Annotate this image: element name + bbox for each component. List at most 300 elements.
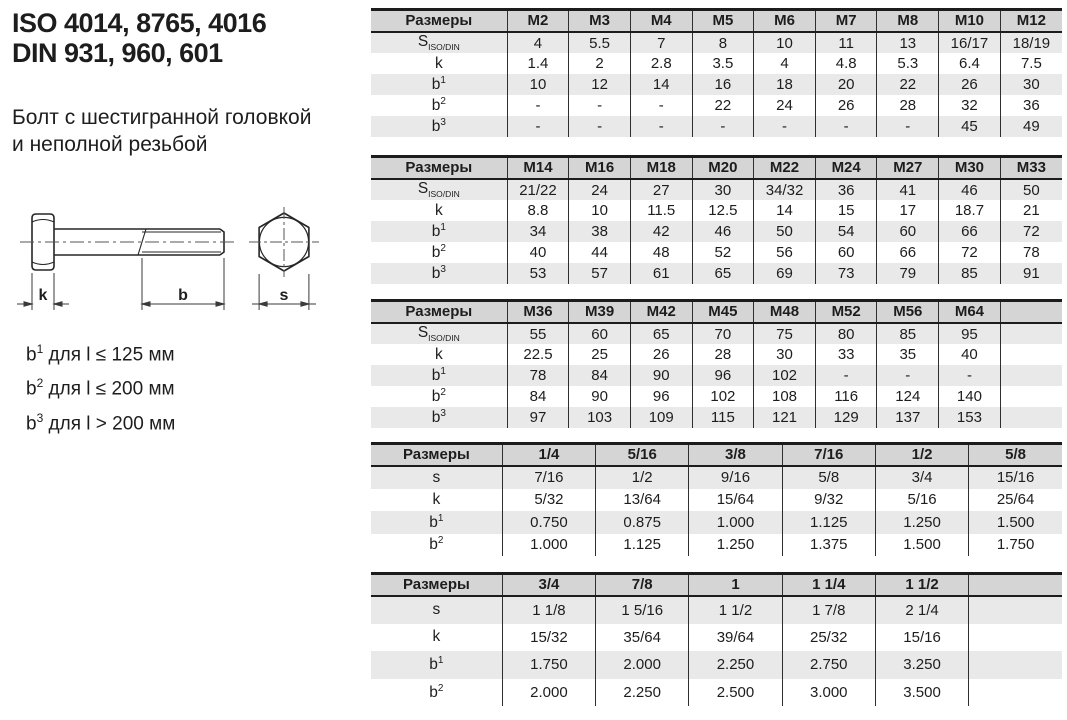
table-row	[371, 624, 1062, 652]
cell: 50	[754, 221, 816, 242]
column-header: Размеры	[371, 301, 507, 324]
cell: 102	[692, 386, 754, 407]
cell: 26	[630, 344, 692, 365]
cell: 13/64	[596, 489, 689, 512]
column-header: M2	[507, 10, 569, 33]
tables-column	[371, 0, 1067, 720]
table-row	[371, 651, 1062, 679]
cell: 33	[815, 344, 877, 365]
cell: 1.250	[875, 511, 968, 534]
cell: 11	[815, 32, 877, 53]
cell	[969, 624, 1062, 652]
title-iso: ISO 4014, 8765, 4016	[12, 8, 267, 38]
table-row	[371, 179, 1062, 200]
cell: 60	[815, 242, 877, 263]
cell: 28	[877, 95, 939, 116]
cell: 103	[569, 407, 631, 428]
cell: 65	[630, 323, 692, 344]
cell: 25/64	[969, 489, 1062, 512]
cell: 129	[815, 407, 877, 428]
column-header: 7/8	[596, 574, 689, 597]
cell: -	[877, 116, 939, 137]
cell: 66	[877, 242, 939, 263]
cell: 3.500	[875, 679, 968, 707]
arrowhead	[54, 302, 62, 306]
cell: 50	[1000, 179, 1062, 200]
cell: 36	[1000, 95, 1062, 116]
cell: -	[569, 116, 631, 137]
cell: 22	[692, 95, 754, 116]
cell: 45	[939, 116, 1001, 137]
row-label: $S_{ISO/DIN}$	[371, 179, 507, 200]
cell: 1.000	[689, 511, 782, 534]
cell: 7/16	[502, 466, 595, 489]
column-header: Размеры	[371, 10, 507, 33]
cell: 54	[815, 221, 877, 242]
table-row	[371, 407, 1062, 428]
cell: 1.125	[596, 534, 689, 557]
row-label: k	[432, 628, 441, 646]
table-row	[371, 32, 1062, 53]
cell: 56	[754, 242, 816, 263]
table-slot-metric-2	[371, 155, 1067, 284]
cell: 84	[507, 386, 569, 407]
column-header: M12	[1000, 10, 1062, 33]
cell: 17	[877, 200, 939, 221]
cell: 1.000	[502, 534, 595, 557]
row-label: k	[434, 54, 443, 72]
cell: 137	[877, 407, 939, 428]
cell: 1.4	[507, 53, 569, 74]
cell: 10	[754, 32, 816, 53]
cell: 30	[754, 344, 816, 365]
row-label: $b^3$	[371, 263, 507, 284]
cell: 85	[939, 263, 1001, 284]
column-header: M16	[569, 157, 631, 180]
cell: 34	[507, 221, 569, 242]
cell: 15/16	[875, 624, 968, 652]
cell: 116	[815, 386, 877, 407]
cell: 1.750	[502, 651, 595, 679]
table-row	[371, 74, 1062, 95]
cell: 4	[754, 53, 816, 74]
cell: 1.125	[782, 511, 875, 534]
cell: 41	[877, 179, 939, 200]
cell: 90	[569, 386, 631, 407]
title-din: DIN 931, 960, 601	[12, 38, 223, 68]
column-header: M22	[754, 157, 816, 180]
cell: 10	[507, 74, 569, 95]
row-label: $b^2$	[431, 386, 446, 406]
cell: 95	[939, 323, 1001, 344]
cell: 153	[939, 407, 1001, 428]
cell: 12.5	[692, 200, 754, 221]
cell: 72	[1000, 221, 1062, 242]
cell: 66	[939, 221, 1001, 242]
column-header: M18	[630, 157, 692, 180]
cell: 26	[815, 95, 877, 116]
cell: 1 1/2	[689, 596, 782, 624]
dim-label-k: k	[38, 287, 48, 304]
note-b1: $b^1$ для l ≤ 125 мм	[26, 342, 175, 366]
column-header: 1/4	[502, 444, 595, 467]
cell: 5/8	[782, 466, 875, 489]
cell: 9/32	[782, 489, 875, 512]
cell: 15/16	[969, 466, 1062, 489]
cell: 2.8	[630, 53, 692, 74]
table-row	[371, 53, 1062, 74]
cell: -	[507, 116, 569, 137]
cell: 32	[939, 95, 1001, 116]
column-header: M48	[754, 301, 816, 324]
cell: -	[939, 365, 1001, 386]
cell: 49	[1000, 116, 1062, 137]
column-header: 3/8	[689, 444, 782, 467]
cell: 15/64	[689, 489, 782, 512]
cell: 10	[569, 200, 631, 221]
cell	[1000, 365, 1062, 386]
cell: 35	[877, 344, 939, 365]
row-label: s	[371, 596, 502, 624]
column-header: 1	[689, 574, 782, 597]
cell: 7.5	[1000, 53, 1062, 74]
cell: 21/22	[507, 179, 569, 200]
column-header: M10	[939, 10, 1001, 33]
cell: 3.5	[692, 53, 754, 74]
column-header: M64	[939, 301, 1001, 324]
row-label: $b^2$	[431, 95, 446, 115]
cell: 52	[692, 242, 754, 263]
cell: 140	[939, 386, 1001, 407]
cell: 79	[877, 263, 939, 284]
cell: 12	[569, 74, 631, 95]
cell: -	[877, 365, 939, 386]
column-header: 1/2	[875, 444, 968, 467]
cell: 6.4	[939, 53, 1001, 74]
table-row	[371, 116, 1062, 137]
cell: 25/32	[782, 624, 875, 652]
cell: 78	[507, 365, 569, 386]
table-slot-metric-3	[371, 299, 1067, 428]
cell: 5/16	[875, 489, 968, 512]
cell: 36	[815, 179, 877, 200]
table-row	[371, 534, 1062, 557]
column-header: M45	[692, 301, 754, 324]
cell: 13	[877, 32, 939, 53]
column-header: M30	[939, 157, 1001, 180]
subtitle	[12, 104, 371, 158]
table-row	[371, 365, 1062, 386]
cell: 16/17	[939, 32, 1001, 53]
table-row	[371, 221, 1062, 242]
cell: -	[754, 116, 816, 137]
cell: 97	[507, 407, 569, 428]
cell: 46	[692, 221, 754, 242]
cell: 84	[569, 365, 631, 386]
cell: 115	[692, 407, 754, 428]
arrowhead	[24, 302, 32, 306]
cell: 1 1/8	[502, 596, 595, 624]
metric-table-m14-m33	[371, 155, 1062, 284]
cell: 85	[877, 323, 939, 344]
cell	[969, 679, 1062, 707]
metric-table-m2-m12	[371, 8, 1062, 137]
header-row	[371, 444, 1062, 467]
cell: 35/64	[596, 624, 689, 652]
cell: 15	[815, 200, 877, 221]
cell: 14	[754, 200, 816, 221]
cell: 20	[815, 74, 877, 95]
cell: 1/2	[596, 466, 689, 489]
table-row	[371, 596, 1062, 624]
column-header	[969, 574, 1062, 597]
column-header: 5/16	[596, 444, 689, 467]
row-label: k	[432, 490, 441, 508]
cell: 1.500	[969, 511, 1062, 534]
cell: 2.500	[689, 679, 782, 707]
cell: 72	[939, 242, 1001, 263]
dim-label-s: s	[279, 287, 289, 304]
cell	[969, 651, 1062, 679]
cell: 1.500	[875, 534, 968, 557]
left-column	[0, 0, 371, 720]
cell: 109	[630, 407, 692, 428]
cell: 60	[569, 323, 631, 344]
cell: 16	[692, 74, 754, 95]
cell: 34/32	[754, 179, 816, 200]
bolt-head-chamfer-top	[32, 220, 54, 223]
column-header: 1 1/4	[782, 574, 875, 597]
cell: 25	[569, 344, 631, 365]
table-row	[371, 200, 1062, 221]
row-label: $S_{ISO/DIN}$	[371, 32, 507, 53]
cell: 42	[630, 221, 692, 242]
row-label: $b^3$	[371, 116, 507, 137]
cell: 46	[939, 179, 1001, 200]
cell: 15/32	[502, 624, 595, 652]
cell: 78	[1000, 242, 1062, 263]
cell: 121	[754, 407, 816, 428]
thread-length-notes	[26, 335, 371, 438]
cell: 7	[630, 32, 692, 53]
cell: 65	[692, 263, 754, 284]
subtitle-line-1: Болт с шестигранной головкой	[12, 106, 312, 129]
header-row	[371, 301, 1062, 324]
row-label: $b^1$	[371, 221, 507, 242]
row-label: k	[434, 201, 443, 219]
cell	[1000, 407, 1062, 428]
cell: 69	[754, 263, 816, 284]
column-header: M4	[630, 10, 692, 33]
column-header: M7	[815, 10, 877, 33]
cell: 39/64	[689, 624, 782, 652]
imperial-table-threequarters-to-oneandhalf	[371, 572, 1062, 706]
header-row	[371, 574, 1062, 597]
column-header: M36	[507, 301, 569, 324]
column-header: 5/8	[969, 444, 1062, 467]
cell: 1.250	[689, 534, 782, 557]
cell: 0.875	[596, 511, 689, 534]
cell: 30	[692, 179, 754, 200]
cell: 18	[754, 74, 816, 95]
row-label: $b^2$	[429, 535, 444, 554]
table-slot-metric-1	[371, 8, 1067, 137]
cell: -	[692, 116, 754, 137]
arrowhead	[259, 302, 267, 306]
cell: 40	[507, 242, 569, 263]
cell: 21	[1000, 200, 1062, 221]
row-label: $S_{ISO/DIN}$	[371, 323, 507, 344]
cell: 2.000	[502, 679, 595, 707]
cell: 2.000	[596, 651, 689, 679]
cell: 96	[630, 386, 692, 407]
table-row	[371, 95, 1062, 116]
imperial-table-quarter-to-fiveeighths	[371, 442, 1062, 556]
cell: -	[507, 95, 569, 116]
cell: 73	[815, 263, 877, 284]
cell: -	[569, 95, 631, 116]
row-label: $b^1$	[371, 651, 502, 679]
cell: 5.5	[569, 32, 631, 53]
cell: 40	[939, 344, 1001, 365]
cell: 24	[754, 95, 816, 116]
cell: 1.375	[782, 534, 875, 557]
column-header: M24	[815, 157, 877, 180]
cell: 2.250	[689, 651, 782, 679]
table-row	[371, 263, 1062, 284]
cell: 18/19	[1000, 32, 1062, 53]
row-label: $b^1$	[371, 365, 507, 386]
header-row	[371, 157, 1062, 180]
arrowhead	[216, 302, 224, 306]
table-row	[371, 489, 1062, 512]
cell: 3.250	[875, 651, 968, 679]
cell: 4	[507, 32, 569, 53]
column-header: M3	[569, 10, 631, 33]
subtitle-line-2: и неполной резьбой	[12, 133, 208, 156]
column-header: M8	[877, 10, 939, 33]
cell	[1000, 386, 1062, 407]
cell: 24	[569, 179, 631, 200]
cell: 2	[569, 53, 631, 74]
column-header: M20	[692, 157, 754, 180]
table-row	[371, 386, 1062, 407]
table-row	[371, 242, 1062, 263]
cell: 70	[692, 323, 754, 344]
row-label: $b^2$	[429, 682, 444, 701]
cell: 14	[630, 74, 692, 95]
cell	[1000, 344, 1062, 365]
column-header: Размеры	[371, 444, 502, 467]
column-header: 1 1/2	[875, 574, 968, 597]
table-row	[371, 323, 1062, 344]
bolt-drawing-container	[12, 200, 371, 327]
column-header: 3/4	[502, 574, 595, 597]
cell: 61	[630, 263, 692, 284]
cell: 9/16	[689, 466, 782, 489]
table-row	[371, 466, 1062, 489]
cell: 108	[754, 386, 816, 407]
column-header: M27	[877, 157, 939, 180]
row-label: $b^1$	[371, 74, 507, 95]
bolt-head-chamfer-bottom	[32, 262, 54, 265]
row-label: $b^3$	[371, 407, 507, 428]
cell: 102	[754, 365, 816, 386]
cell: 22	[877, 74, 939, 95]
column-header: M42	[630, 301, 692, 324]
cell: 91	[1000, 263, 1062, 284]
cell: 26	[939, 74, 1001, 95]
cell: 124	[877, 386, 939, 407]
header-row	[371, 10, 1062, 33]
cell: 2.250	[596, 679, 689, 707]
column-header: M5	[692, 10, 754, 33]
column-header: M56	[877, 301, 939, 324]
note-b3: $b^3$ для l > 200 мм	[26, 410, 176, 434]
note-b2: $b^2$ для l ≤ 200 мм	[26, 376, 175, 400]
cell: 11.5	[630, 200, 692, 221]
column-header: M52	[815, 301, 877, 324]
cell: 80	[815, 323, 877, 344]
table-slot-imperial-2	[371, 572, 1067, 706]
cell: 4.8	[815, 53, 877, 74]
cell: 1 5/16	[596, 596, 689, 624]
cell: 3/4	[875, 466, 968, 489]
column-header: 7/16	[782, 444, 875, 467]
cell: 3.000	[782, 679, 875, 707]
cell: 44	[569, 242, 631, 263]
cell: -	[630, 95, 692, 116]
cell	[1000, 323, 1062, 344]
arrowhead	[142, 302, 150, 306]
bolt-drawing	[12, 200, 372, 322]
cell: 18.7	[939, 200, 1001, 221]
metric-table-m36-m64	[371, 299, 1062, 428]
row-label: s	[371, 466, 502, 489]
column-header: M33	[1000, 157, 1062, 180]
cell: 90	[630, 365, 692, 386]
table-slot-imperial-1	[371, 442, 1067, 556]
cell: 27	[630, 179, 692, 200]
cell: 8	[692, 32, 754, 53]
row-label: $b^1$	[371, 511, 502, 534]
cell	[969, 596, 1062, 624]
cell: 1 7/8	[782, 596, 875, 624]
cell: 5.3	[877, 53, 939, 74]
table-row	[371, 344, 1062, 365]
table-row	[371, 679, 1062, 707]
cell: -	[630, 116, 692, 137]
cell: 96	[692, 365, 754, 386]
cell: 57	[569, 263, 631, 284]
column-header	[1000, 301, 1062, 324]
cell: 1.750	[969, 534, 1062, 557]
cell: 0.750	[502, 511, 595, 534]
row-label: $b^2$	[431, 242, 446, 262]
cell: 75	[754, 323, 816, 344]
cell: -	[815, 116, 877, 137]
cell: 2 1/4	[875, 596, 968, 624]
cell: 22.5	[507, 344, 569, 365]
dim-label-b: b	[178, 287, 188, 304]
cell: 2.750	[782, 651, 875, 679]
arrowhead	[301, 302, 309, 306]
cell: 5/32	[502, 489, 595, 512]
cell: 30	[1000, 74, 1062, 95]
cell: 53	[507, 263, 569, 284]
cell: 60	[877, 221, 939, 242]
column-header: M14	[507, 157, 569, 180]
